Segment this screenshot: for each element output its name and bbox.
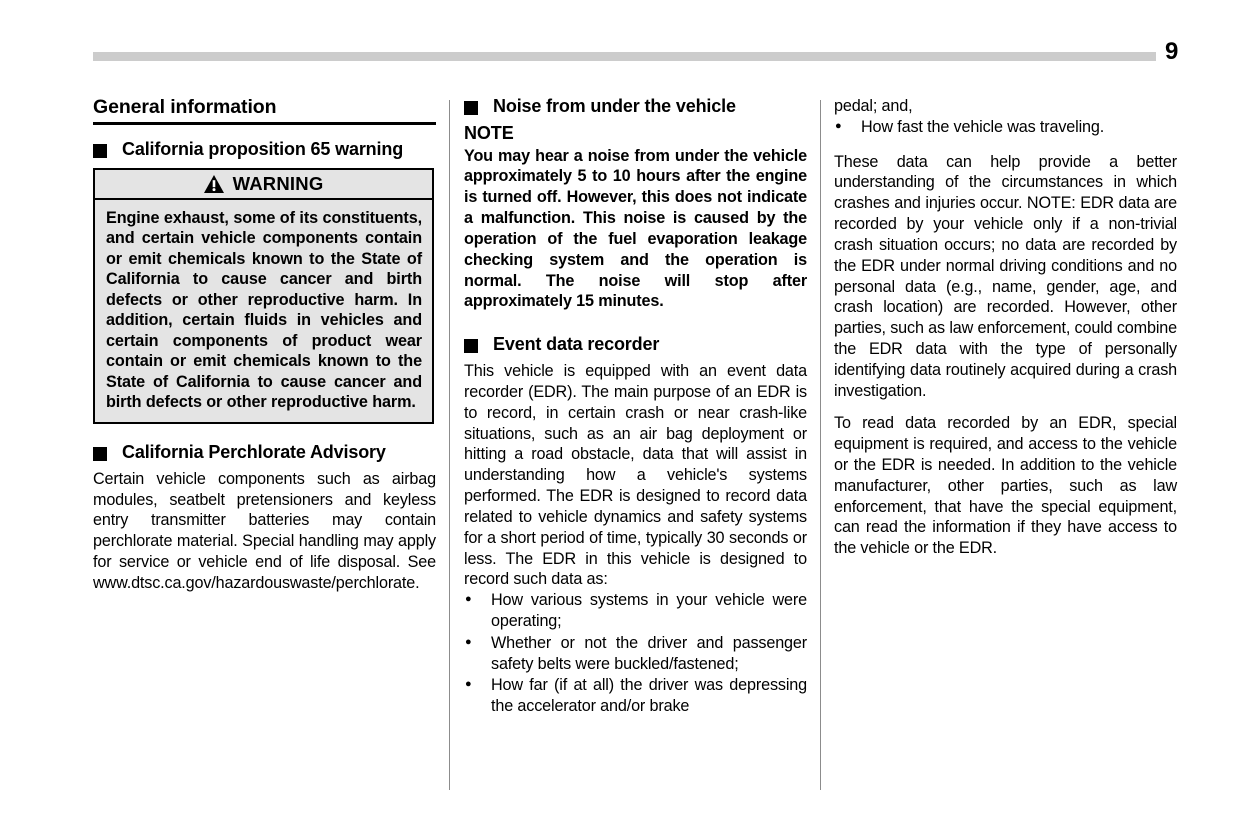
middle-column: [464, 96, 807, 718]
list-item: ● How various systems in your vehicle were operating;: [464, 590, 807, 632]
page-title: General information: [93, 96, 277, 118]
square-bullet-icon: [93, 447, 107, 461]
page-title-rule: [93, 122, 436, 125]
warning-box: [93, 168, 434, 424]
heading-california-proposition-65: [93, 139, 436, 160]
list-item: ● Whether or not the driver and passenger safety belts were buckled/fastened;: [464, 633, 807, 675]
edr-data-paragraph: These data can help provide a better understanding of the circumstances in which crashes and injuries occur. NOTE: EDR data are recorded by your vehicle only if a non-trivial crash situation occurs; no data are recorded by the EDR under normal driving conditions and no personal data (e.g., name, gender, age, and crash location) are recorded. However, other parties, such as law enforcement, could combine the EDR data with the type of personally identifying data routinely acquired during a crash investigation.: [834, 152, 1177, 400]
edr-bullet-list: [464, 590, 807, 717]
heading-california-perchlorate-advisory: [93, 442, 436, 463]
note-label: NOTE: [464, 123, 514, 144]
list-item: ● How fast the vehicle was traveling.: [834, 117, 1177, 138]
page-header: [0, 0, 1241, 90]
header-rule: [93, 52, 1156, 61]
heading-label: California Perchlorate Advisory: [122, 441, 386, 462]
warning-label: WARNING: [232, 172, 324, 194]
warning-triangle-icon: [204, 175, 224, 193]
left-column: [93, 96, 436, 606]
edr-bullet-list-continued: [834, 117, 1177, 138]
square-bullet-icon: [464, 101, 478, 115]
perchlorate-paragraph: Certain vehicle components such as airbag modules, seatbelt pretensioners and keyless entry transmitter batteries may contain perchlorate material. Special handling may apply for service or vehicle end of life disposal. See www.dtsc.ca.gov/hazardouswaste/perchlorate.: [93, 469, 436, 592]
heading-label: Noise from under the vehicle: [493, 96, 736, 116]
continuation-text: pedal; and,: [834, 97, 913, 115]
heading-noise-from-under-the-vehicle: [464, 96, 807, 117]
right-column: [834, 96, 1177, 571]
heading-label: California proposition 65 warning: [122, 138, 404, 159]
page-body: [0, 96, 1241, 796]
edr-access-paragraph: To read data recorded by an EDR, special equipment is required, and access to the vehicle or the EDR is needed. In addition to the vehicle manufacturer, other parties, such as law enforcement, that have the special equipment, can read the information if they have access to the vehicle or the EDR.: [834, 414, 1177, 558]
column-divider-right: [820, 100, 821, 790]
warning-text: Engine exhaust, some of its constituents, and certain vehicle components contain or emit chemicals known to the State of California to cause cancer and birth defects or other reproductive harm. In addition, certain fluids in vehicles and certain components of product wear contain or emit chemicals known to the State of California to cause cancer and birth defects or other reproductive harm.: [106, 208, 422, 412]
page-number: 9: [1164, 38, 1178, 65]
column-divider-left: [449, 100, 450, 790]
note-text: You may hear a noise from under the vehicle approximately 5 to 10 hours after the engine is turned off. However, this does not indicate a malfunction. This noise is caused by the operation of the fuel evaporation leakage checking system and the operation is normal. The noise will stop after approximately 15 minutes.: [464, 146, 807, 311]
edr-paragraph: This vehicle is equipped with an event data recorder (EDR). The main purpose of an EDR is to record, in certain crash or near crash-like situations, such as an air bag deployment or hitting a road obstacle, data that will assist in understanding how a vehicle's systems performed. The EDR is designed to record data related to vehicle dynamics and safety systems for a short period of time, typically 30 seconds or less. The EDR in this vehicle is designed to record such data as:: [464, 362, 807, 589]
warning-box-body: [93, 200, 434, 424]
square-bullet-icon: [93, 144, 107, 158]
heading-event-data-recorder: [464, 334, 807, 355]
list-item: ● How far (if at all) the driver was depressing the accelerator and/or brake: [464, 675, 807, 717]
warning-box-header: [93, 168, 434, 200]
square-bullet-icon: [464, 339, 478, 353]
heading-label: Event data recorder: [493, 334, 660, 355]
